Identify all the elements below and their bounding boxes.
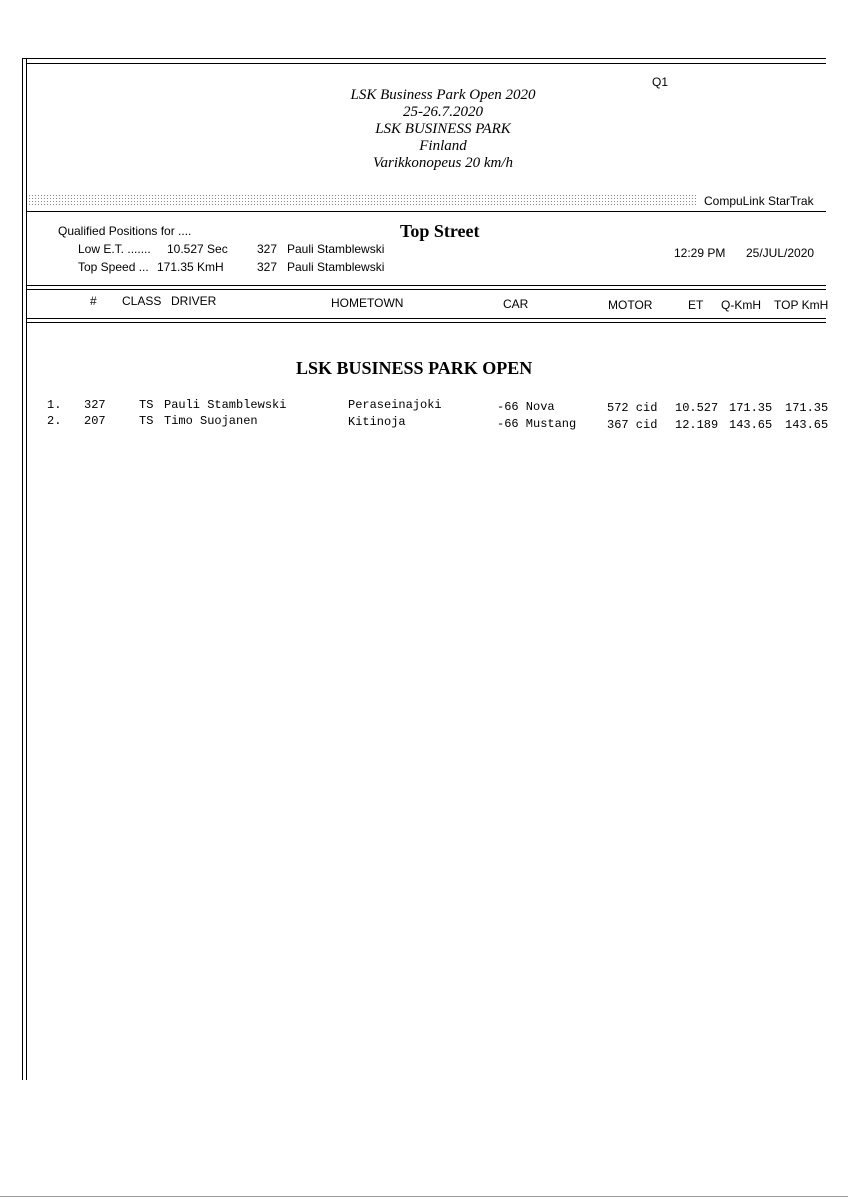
qualified-label: Qualified Positions for .... xyxy=(58,224,192,238)
col-header-hometown: HOMETOWN xyxy=(331,296,404,310)
event-name: LSK Business Park Open 2020 xyxy=(350,87,536,103)
top-speed-car-number: 327 xyxy=(257,260,278,274)
low-et-value: 10.527 Sec xyxy=(167,242,228,256)
col-header-et: ET xyxy=(688,298,704,312)
row-top-kmh: 171.35 xyxy=(785,401,829,415)
header-bottom-line xyxy=(26,318,826,319)
row-car: -66 Mustang xyxy=(497,417,577,431)
class-title: Top Street xyxy=(400,221,480,241)
top-speed-driver: Pauli Stamblewski xyxy=(287,260,385,274)
low-et-driver: Pauli Stamblewski xyxy=(287,242,385,256)
col-header-driver: DRIVER xyxy=(171,294,217,308)
frame-left-line xyxy=(22,58,23,1080)
page-id: Q1 xyxy=(652,75,669,89)
row-q-kmh: 143.65 xyxy=(729,418,773,432)
event-dates: 25-26.7.2020 xyxy=(403,104,483,120)
row-top-kmh: 143.65 xyxy=(785,418,829,432)
frame-top-line xyxy=(22,58,826,59)
frame-top-line-inner xyxy=(26,63,826,64)
col-header-motor: MOTOR xyxy=(608,298,653,312)
header-top-line-2 xyxy=(26,289,826,290)
row-position: 1. xyxy=(47,398,62,412)
qualified-separator-line xyxy=(26,211,826,212)
row-q-kmh: 171.35 xyxy=(729,401,773,415)
col-header-car: CAR xyxy=(503,297,529,311)
row-car-number: 207 xyxy=(84,414,106,428)
col-header-class: CLASS xyxy=(122,294,162,308)
row-motor: 572 cid xyxy=(607,401,658,415)
row-position: 2. xyxy=(47,414,62,428)
row-et: 12.189 xyxy=(675,418,719,432)
separator-dot-band xyxy=(28,194,696,206)
row-motor: 367 cid xyxy=(607,418,658,432)
row-class: TS xyxy=(139,398,154,412)
row-driver: Timo Suojanen xyxy=(164,414,258,428)
top-speed-value: 171.35 KmH xyxy=(157,260,224,274)
row-hometown: Peraseinajoki xyxy=(348,398,442,412)
col-header-number: # xyxy=(90,294,97,308)
print-time: 12:29 PM xyxy=(674,246,726,260)
low-et-label: Low E.T. ....... xyxy=(78,242,151,256)
row-car: -66 Nova xyxy=(497,400,555,414)
row-car-number: 327 xyxy=(84,398,106,412)
page-bottom-line xyxy=(0,1196,848,1197)
row-driver: Pauli Stamblewski xyxy=(164,398,287,412)
low-et-car-number: 327 xyxy=(257,242,278,256)
event-pit-speed: Varikkonopeus 20 km/h xyxy=(373,155,513,171)
system-name: CompuLink StarTrak xyxy=(704,194,814,208)
event-country: Finland xyxy=(419,138,467,154)
col-header-top-kmh: TOP KmH xyxy=(774,298,829,312)
header-bottom-line-2 xyxy=(26,322,826,323)
col-header-q-kmh: Q-KmH xyxy=(721,298,761,312)
top-speed-label: Top Speed ... xyxy=(78,260,149,274)
row-et: 10.527 xyxy=(675,401,719,415)
print-date: 25/JUL/2020 xyxy=(746,246,815,260)
header-top-line xyxy=(26,285,826,286)
row-hometown: Kitinoja xyxy=(348,415,406,429)
row-class: TS xyxy=(139,414,154,428)
section-title: LSK BUSINESS PARK OPEN xyxy=(296,358,533,378)
event-venue: LSK BUSINESS PARK xyxy=(375,121,511,137)
